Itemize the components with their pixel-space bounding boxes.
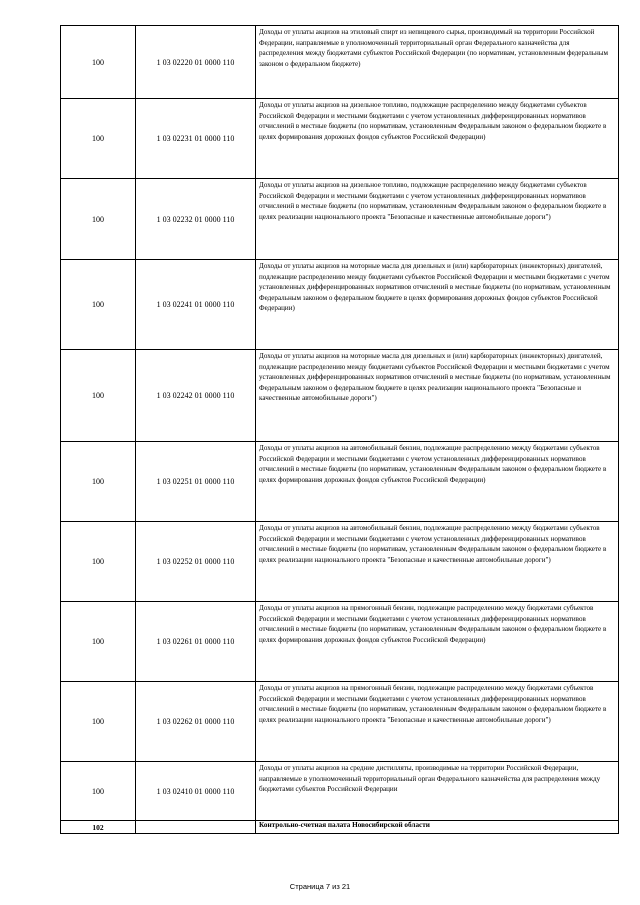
kbk-code: 1 03 02241 01 0000 110 (136, 260, 256, 350)
kbk-code: 1 03 02231 01 0000 110 (136, 99, 256, 179)
table-row (61, 26, 619, 99)
table-row (61, 179, 619, 260)
admin-code: 100 (61, 26, 136, 99)
page-number: Страница 7 из 21 (289, 882, 351, 891)
admin-code: 100 (61, 522, 136, 602)
admin-code: 100 (61, 350, 136, 442)
admin-code: 100 (61, 762, 136, 821)
revenue-name: Доходы от уплаты акцизов на прямогонный бензин, подлежащие распределению между бюджетами субъектов Российской Федерации и местными бюджетами с учетом установленных дифференцированных нормативов отчислений в местные бюджеты (по нормативам, установленным Федеральным законом о федеральном бюджете в целях формирования дорожных фондов субъектов Российской Федерации) (256, 602, 619, 682)
section-admin-code: 102 (61, 821, 136, 834)
table-row (61, 762, 619, 821)
revenue-name: Доходы от уплаты акцизов на этиловый спирт из непищевого сырья, производимый на территории Российской Федерации, направляемые в уполномоченный территориальный орган Федерального казначейства для распределения между бюджетами субъектов Российской Федерации (по нормативам, установленным федеральным законом о федеральном бюджете) (256, 26, 619, 99)
kbk-code: 1 03 02410 01 0000 110 (136, 762, 256, 821)
revenue-name: Доходы от уплаты акцизов на моторные масла для дизельных и (или) карбюраторных (инжекторных) двигателей, подлежащие распределению между бюджетами субъектов Российской Федерации и местными бюджетами с учетом установленных дифференцированных нормативов отчислений в местные бюджеты (по нормативам, установленным Федеральным законом о федеральном бюджете в целях реализации национального проекта "Безопасные и качественные автомобильные дороги") (256, 350, 619, 442)
table-row (61, 99, 619, 179)
kbk-code: 1 03 02232 01 0000 110 (136, 179, 256, 260)
revenue-name: Доходы от уплаты акцизов на прямогонный бензин, подлежащие распределению между бюджетами субъектов Российской Федерации и местными бюджетами с учетом установленных дифференцированных нормативов отчислений в местные бюджеты (по нормативам, установленным Федеральным законом о федеральном бюджете в целях реализации национального проекта "Безопасные и качественные автомобильные дороги") (256, 682, 619, 762)
table-row (61, 350, 619, 442)
table-row (61, 682, 619, 762)
admin-code: 100 (61, 179, 136, 260)
kbk-code: 1 03 02262 01 0000 110 (136, 682, 256, 762)
section-kbk-code (136, 821, 256, 834)
revenue-name: Доходы от уплаты акцизов на автомобильный бензин, подлежащие распределению между бюджетами субъектов Российской Федерации и местными бюджетами с учетом установленных дифференцированных нормативов отчислений в местные бюджеты (по нормативам, установленным Федеральным законом о федеральном бюджете в целях реализации национального проекта "Безопасные и качественные автомобильные дороги") (256, 522, 619, 602)
kbk-code: 1 03 02251 01 0000 110 (136, 442, 256, 522)
table-row (61, 260, 619, 350)
section-row (61, 821, 619, 834)
table-row (61, 522, 619, 602)
section-title: Контрольно-счетная палата Новосибирской области (256, 821, 619, 834)
table-row (61, 602, 619, 682)
admin-code: 100 (61, 99, 136, 179)
admin-code: 100 (61, 602, 136, 682)
revenue-name: Доходы от уплаты акцизов на моторные масла для дизельных и (или) карбюраторных (инжекторных) двигателей, подлежащие распределению между бюджетами субъектов Российской Федерации и местными бюджетами с учетом установленных дифференцированных нормативов отчислений в местные бюджеты (по нормативам, установленным Федеральным законом о федеральном бюджете в целях формирования дорожных фондов субъектов Российской Федерации) (256, 260, 619, 350)
revenue-name: Доходы от уплаты акцизов на дизельное топливо, подлежащие распределению между бюджетами субъектов Российской Федерации и местными бюджетами с учетом установленных дифференцированных нормативов отчислений в местные бюджеты (по нормативам, установленным Федеральным законом о федеральном бюджете в целях формирования дорожных фондов субъектов Российской Федерации) (256, 99, 619, 179)
kbk-code: 1 03 02261 01 0000 110 (136, 602, 256, 682)
revenue-table (60, 25, 619, 834)
kbk-code: 1 03 02242 01 0000 110 (136, 350, 256, 442)
kbk-code: 1 03 02252 01 0000 110 (136, 522, 256, 602)
admin-code: 100 (61, 260, 136, 350)
table-row (61, 442, 619, 522)
admin-code: 100 (61, 442, 136, 522)
admin-code: 100 (61, 682, 136, 762)
revenue-name: Доходы от уплаты акцизов на средние дистилляты, производимые на территории Российской Федерации, направляемые в уполномоченный территориальный орган Федерального казначейства для распределения между бюджетами субъектов Российской Федерации (256, 762, 619, 821)
revenue-name: Доходы от уплаты акцизов на дизельное топливо, подлежащие распределению между бюджетами субъектов Российской Федерации и местными бюджетами с учетом установленных дифференцированных нормативов отчислений в местные бюджеты (по нормативам, установленным Федеральным законом о федеральном бюджете в целях реализации национального проекта "Безопасные и качественные автомобильные дороги") (256, 179, 619, 260)
revenue-name: Доходы от уплаты акцизов на автомобильный бензин, подлежащие распределению между бюджетами субъектов Российской Федерации и местными бюджетами с учетом установленных дифференцированных нормативов отчислений в местные бюджеты (по нормативам, установленным Федеральным законом о федеральном бюджете в целях формирования дорожных фондов субъектов Российской Федерации) (256, 442, 619, 522)
kbk-code: 1 03 02220 01 0000 110 (136, 26, 256, 99)
